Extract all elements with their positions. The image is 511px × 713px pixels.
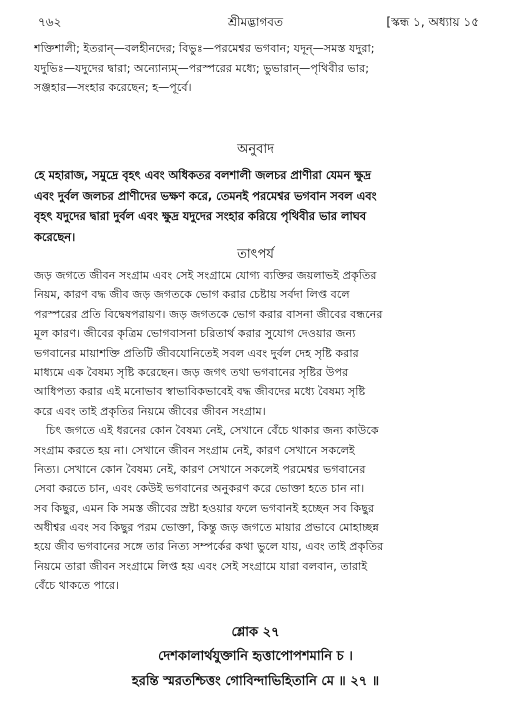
purport-line: মাধ্যমে এক বৈষম্য সৃষ্টি করেছেন। জড় জগৎ তথা ভগবানের সৃষ্টির উপর — [34, 365, 349, 379]
chapter-reference: [স্কন্ধ ১, অধ্যায় ১৫ — [386, 15, 479, 29]
synonyms-line: সঞ্জহার—সংহার করেছেন; হ—পূর্বে। — [34, 81, 192, 95]
purport-block — [34, 266, 474, 596]
purport-line: মূল কারণ। জীবের কৃত্রিম ভোগবাসনা চরিতার্থ করার সুযোগ দেওয়ার জন্য — [34, 327, 356, 341]
purport-line: অধীশ্বর এবং সব কিছুর পরম ভোক্তা, কিন্তু জড় জগতে মায়ার প্রভাবে মোহাচ্ছন্ন — [34, 521, 379, 535]
purport-line: সব কিছুর, এমন কি সমস্ত জীবের স্রষ্টা হওয়ার ফলে ভগবানই হচ্ছেন সব কিছুর — [34, 501, 375, 515]
translation-line: এবং দুর্বল জলচর প্রাণীদের ভক্ষণ করে, তেমনই পরমেশ্বর ভগবান সবল এবং — [34, 188, 377, 203]
purport-line: হয়ে জীব ভগবানের সঙ্গে তার নিত্য সম্পর্কের কথা ভুলে যায়, এবং তাই প্রকৃতির — [34, 540, 384, 554]
synonyms-line: যদুভিঃ—যদুদের দ্বারা; অন্যোন্যম্—পরস্পরের মধ্যে; ভুভারান্—পৃথিবীর ভার; — [34, 61, 370, 75]
translation-line: বৃহৎ যদুদের দ্বারা দুর্বল এবং ক্ষুদ্র যদুদের সংহার করিয়ে পৃথিবীর ভার লাঘব — [34, 209, 367, 223]
translation-heading: অনুবাদ — [237, 142, 274, 157]
purport-line: বেঁচে থাকতে পারে। — [34, 579, 120, 593]
purport-line: চিৎ জগতে এই ধরনের কোন বৈষম্য নেই, সেখানে বেঁচে থাকার জন্য কাউকে — [46, 424, 379, 438]
purport-heading: তাৎপর্য — [237, 247, 274, 262]
synonyms-block — [34, 39, 474, 98]
verse-line: হরন্তি স্মরতশ্চিত্তং গোবিন্দাভিহিতানি মে ॥ ২৭ ॥ — [131, 674, 380, 689]
purport-line: করে এবং তাই প্রকৃতির নিয়মে জীবের জীবন সংগ্রাম। — [34, 404, 266, 418]
purport-line: নিয়ম, কারণ বদ্ধ জীব জড় জগতকে ভোগ করার চেষ্টায় সর্বদা লিপ্ত বলে — [34, 288, 350, 302]
purport-line: জড় জগতে জীবন সংগ্রাম এবং সেই সংগ্রামে যোগ্য ব্যক্তির জয়লাভই প্রকৃতির — [34, 269, 377, 282]
purport-line: ভগবানের মায়াশক্তি প্রতিটি জীবযোনিতেই সবল এবং দুর্বল দেহ সৃষ্টি করার — [34, 346, 359, 360]
synonyms-line: শক্তিশালী; ইতরান্—বলহীনদের; বিভুঃ—পরমেশ্বর ভগবান; যদূন্—সমস্ত যদুরা; — [34, 42, 375, 55]
purport-line: সংগ্রাম করতে হয় না। সেখানে জীবন সংগ্রাম নেই, কারণ সেখানে সকলেই — [34, 443, 355, 457]
verse-line: দেশকালার্থযুক্তানি হৃত্তাপোপশমানি চ । — [158, 649, 353, 664]
purport-line: পরস্পরের প্রতি বিদ্বেষপরায়ণ। জড় জগতকে ভোগ করার বাসনা জীবের বন্ধনের — [34, 307, 383, 321]
purport-line: নিয়মে তারা জীবন সংগ্রামে লিপ্ত হয় এবং সেই সংগ্রামে যারা বলবান, তারাই — [34, 559, 368, 573]
purport-line: আধিপত্য করার এই মনোভাব স্বাভাবিকভাবেই বদ্ধ জীবদের মধ্যে বৈষম্য সৃষ্টি — [34, 385, 366, 399]
translation-line: করেছেন। — [34, 229, 76, 244]
purport-line: নিত্য। সেখানে কোন বৈষম্য নেই, কারণ সেখানে সকলেই পরমেশ্বর ভগবানের — [34, 462, 366, 476]
translation-block — [34, 165, 474, 247]
page-number: ৭৬২ — [38, 15, 62, 29]
shloka-heading: শ্লোক ২৭ — [231, 625, 280, 640]
translation-line: হে মহারাজ, সমুদ্রে বৃহৎ এবং অধিকতর বলশালী জলচর প্রাণীরা যেমন ক্ষুদ্র — [34, 168, 371, 182]
purport-line: সেবা করতে চান, এবং কেউই ভগবানের অনুকরণ করে ভোক্তা হতে চান না। — [34, 482, 365, 496]
book-title: শ্রীমদ্ভাগবত — [227, 15, 283, 29]
